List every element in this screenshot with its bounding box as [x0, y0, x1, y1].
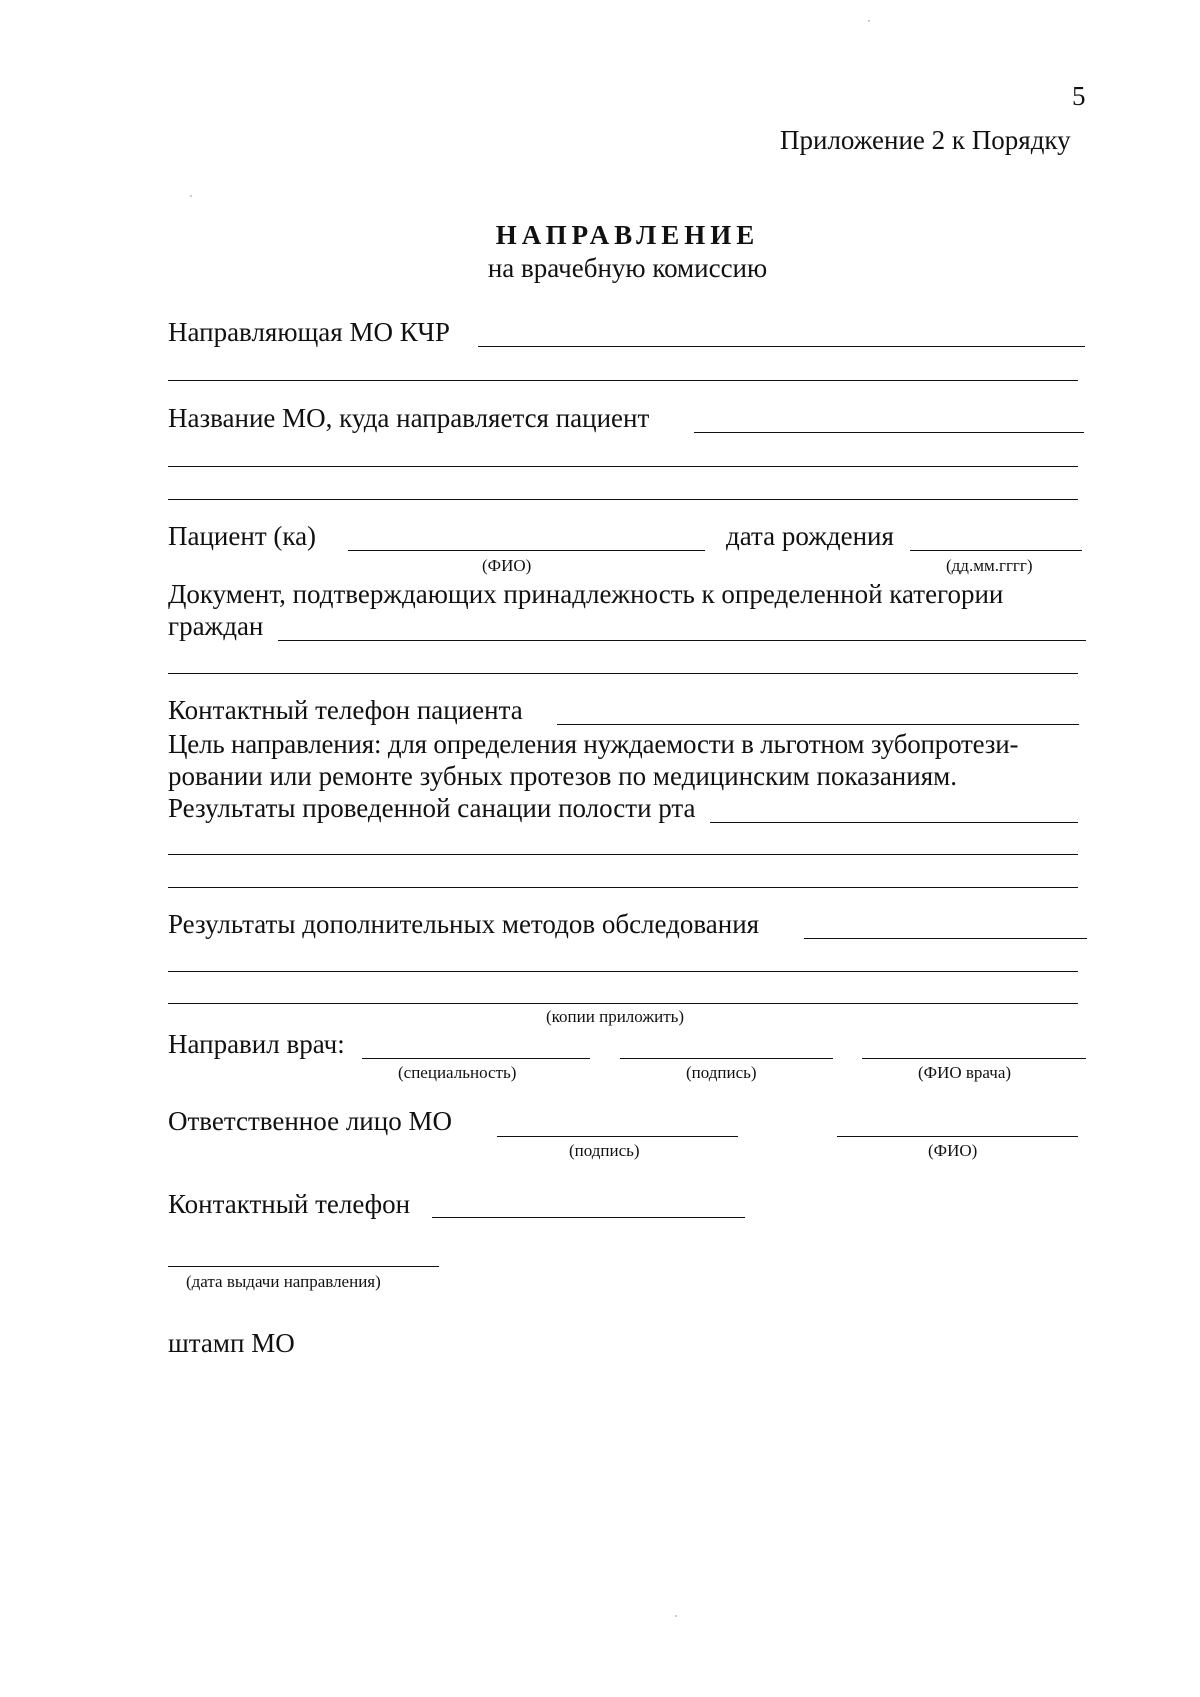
- responsible-signature-field[interactable]: [497, 1136, 738, 1137]
- sanation-field[interactable]: [710, 822, 1078, 823]
- patient-name-field[interactable]: [348, 550, 705, 551]
- target-mo-field-continued-1[interactable]: [168, 466, 1078, 467]
- doctor-specialty-hint: (специальность): [398, 1063, 517, 1082]
- doctor-label: Направил врач:: [168, 1029, 345, 1059]
- document-subtitle: на врачебную комиссию: [487, 253, 768, 283]
- contact-phone-field[interactable]: [432, 1217, 745, 1218]
- issue-date-field[interactable]: [168, 1266, 439, 1267]
- birth-date-hint: (дд.мм.гггг): [946, 556, 1033, 575]
- patient-phone-label: Контактный телефон пациента: [168, 695, 523, 725]
- stamp-label: штамп МО: [168, 1328, 295, 1358]
- scan-speck: [190, 195, 192, 197]
- extra-methods-label: Результаты дополнительных методов обследования: [168, 909, 760, 939]
- document-title: НАПРАВЛЕНИЕ: [495, 220, 760, 250]
- purpose-line2: ровании или ремонте зубных протезов по медицинским показаниям.: [168, 761, 957, 791]
- appendix-label: Приложение 2 к Порядку: [780, 125, 1071, 155]
- responsible-name-field[interactable]: [837, 1136, 1078, 1137]
- birth-date-field[interactable]: [910, 550, 1082, 551]
- extra-methods-field-continued-1[interactable]: [168, 971, 1078, 972]
- purpose-line1: Цель направления: для определения нуждаемости в льготном зубопротези-: [168, 729, 1019, 759]
- issue-date-hint: (дата выдачи направления): [186, 1272, 381, 1291]
- doctor-specialty-field[interactable]: [362, 1058, 590, 1059]
- document-label-line2: граждан: [168, 611, 264, 641]
- extra-methods-field[interactable]: [804, 938, 1087, 939]
- sanation-label: Результаты проведенной санации полости рта: [168, 793, 696, 823]
- scan-speck: [868, 20, 870, 22]
- sanation-field-continued-1[interactable]: [168, 854, 1078, 855]
- sanation-field-continued-2[interactable]: [168, 887, 1078, 888]
- document-field[interactable]: [278, 640, 1086, 641]
- patient-phone-field[interactable]: [557, 724, 1079, 725]
- doctor-name-hint: (ФИО врача): [918, 1063, 1012, 1082]
- doctor-signature-hint: (подпись): [686, 1063, 757, 1082]
- responsible-label: Ответственное лицо МО: [168, 1106, 452, 1136]
- doctor-name-field[interactable]: [862, 1058, 1086, 1059]
- scan-speck: [675, 1615, 677, 1617]
- referring-mo-field[interactable]: [478, 346, 1085, 347]
- document-label-line1: Документ, подтверждающих принадлежность к определенной категории: [168, 579, 1004, 609]
- extra-methods-field-continued-2[interactable]: [168, 1003, 1078, 1004]
- target-mo-field-continued-2[interactable]: [168, 499, 1078, 500]
- target-mo-field[interactable]: [694, 432, 1084, 433]
- responsible-name-hint: (ФИО): [928, 1141, 978, 1160]
- birth-date-label: дата рождения: [726, 521, 894, 551]
- patient-name-hint: (ФИО): [482, 556, 532, 575]
- patient-label: Пациент (ка): [168, 521, 317, 551]
- responsible-signature-hint: (подпись): [569, 1141, 640, 1160]
- referring-mo-label: Направляющая МО КЧР: [168, 317, 450, 347]
- referring-mo-field-continued[interactable]: [168, 380, 1078, 381]
- copies-hint: (копии приложить): [546, 1007, 685, 1026]
- target-mo-label: Название МО, куда направляется пациент: [168, 403, 650, 433]
- document-field-continued[interactable]: [168, 673, 1078, 674]
- doctor-signature-field[interactable]: [620, 1058, 833, 1059]
- page-number: 5: [1072, 81, 1086, 111]
- contact-phone-label: Контактный телефон: [168, 1189, 411, 1219]
